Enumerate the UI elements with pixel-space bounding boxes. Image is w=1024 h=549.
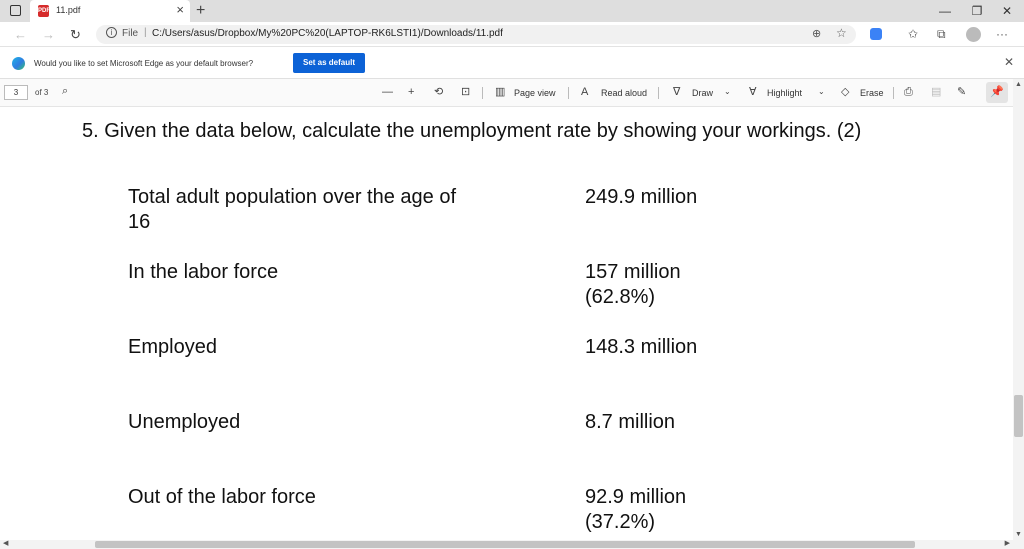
scroll-left-icon[interactable]: ◀ — [3, 540, 9, 547]
page-number-input[interactable]: 3 — [4, 85, 28, 100]
page-view-button[interactable]: Page view — [514, 88, 556, 98]
tab-title: 11.pdf — [56, 5, 81, 15]
rotate-icon[interactable]: ⟲ — [434, 86, 444, 98]
draw-icon[interactable]: ∇ — [673, 86, 681, 98]
erase-button[interactable]: Erase — [860, 88, 884, 98]
horizontal-scrollbar[interactable] — [0, 540, 1024, 549]
favorite-star-icon[interactable]: ☆ — [836, 26, 847, 40]
row-value-out-of-labor-force — [585, 485, 686, 535]
forward-button[interactable]: → — [42, 27, 55, 42]
minimize-button[interactable]: — — [939, 4, 951, 18]
toolbar-divider — [658, 87, 659, 99]
row-value-line: 157 million — [585, 261, 681, 283]
scroll-up-icon[interactable]: ▲ — [1015, 81, 1022, 88]
row-label-line: 16 — [128, 211, 151, 233]
draw-dropdown-chevron-icon[interactable]: ⌄ — [724, 87, 731, 96]
row-value-line: (62.8%) — [585, 286, 656, 308]
read-aloud-icon[interactable]: A — [581, 86, 589, 98]
infobar-close-icon[interactable]: ✕ — [1003, 55, 1014, 69]
infobar-message: Would you like to set Microsoft Edge as your default browser? — [34, 59, 254, 68]
read-aloud-button[interactable]: Read aloud — [601, 88, 648, 98]
zoom-in-button[interactable]: + — [408, 86, 415, 98]
row-label-unemployed — [128, 410, 240, 435]
more-menu-icon[interactable]: ··· — [996, 27, 1008, 41]
row-label-labor-force — [128, 260, 278, 285]
row-label-line: Total adult population over the age of — [128, 186, 457, 208]
row-label-line: Unemployed — [128, 411, 241, 433]
refresh-button[interactable]: ↻ — [70, 27, 81, 42]
vertical-scroll-thumb[interactable] — [1014, 395, 1023, 437]
tab-bar — [0, 0, 1024, 22]
save-as-icon[interactable]: ✎ — [957, 86, 967, 98]
address-bar-row — [0, 22, 1024, 47]
default-browser-infobar — [0, 47, 1024, 79]
row-value-line: 249.9 million — [585, 186, 698, 208]
row-label-line: Employed — [128, 336, 217, 358]
vertical-scrollbar[interactable] — [1013, 79, 1024, 540]
back-button[interactable]: ← — [14, 27, 27, 42]
page-count: of 3 — [35, 88, 49, 97]
row-label-employed — [128, 335, 217, 360]
zoom-icon[interactable]: ⊕ — [812, 28, 822, 40]
row-value-line: 8.7 million — [585, 411, 676, 433]
row-value-labor-force — [585, 260, 681, 310]
row-value-total-population — [585, 185, 697, 210]
profile-avatar[interactable] — [966, 27, 981, 42]
pdf-toolbar — [0, 79, 1024, 107]
pin-toolbar-icon[interactable]: 📌 — [986, 82, 1008, 103]
row-value-line: 148.3 million — [585, 336, 698, 358]
row-value-employed — [585, 335, 697, 360]
tab-11-pdf[interactable] — [30, 0, 190, 22]
new-tab-button[interactable]: + — [196, 2, 206, 19]
highlight-dropdown-chevron-icon[interactable]: ⌄ — [818, 87, 825, 96]
row-value-line: 92.9 million — [585, 486, 687, 508]
row-value-line: (37.2%) — [585, 511, 656, 533]
toolbar-divider — [893, 87, 894, 99]
url-scheme-label: File — [122, 28, 139, 39]
row-label-total-population — [128, 185, 456, 235]
collections-icon[interactable]: ⧉ — [937, 27, 946, 41]
edge-logo-icon — [12, 57, 25, 70]
row-label-line: In the labor force — [128, 261, 279, 283]
fit-page-icon[interactable]: ⊡ — [461, 86, 471, 98]
url-separator: | — [144, 27, 147, 38]
pdf-page — [0, 107, 1013, 540]
draw-button[interactable]: Draw — [692, 88, 714, 98]
eraser-icon[interactable]: ◇ — [841, 86, 850, 98]
scroll-right-icon[interactable]: ▶ — [1004, 540, 1010, 547]
url-text[interactable]: C:/Users/asus/Dropbox/My%20PC%20(LAPTOP-RK6LSTI1)/Downloads/11.pdf — [152, 28, 503, 39]
toolbar-divider — [568, 87, 569, 99]
page-view-icon[interactable]: ▥ — [495, 86, 506, 98]
extension-icon[interactable] — [870, 28, 882, 40]
print-icon[interactable]: ⎙ — [904, 86, 913, 98]
address-bar[interactable] — [96, 25, 856, 44]
info-icon[interactable]: i — [106, 27, 117, 38]
question-text: 5. Given the data below, calculate the unemployment rate by showing your workings. (2) — [82, 120, 862, 142]
highlight-icon[interactable]: ∀ — [749, 86, 757, 98]
toolbar-divider — [482, 87, 483, 99]
search-icon[interactable]: ⌕ — [62, 85, 69, 97]
row-value-unemployed — [585, 410, 675, 435]
row-label-out-of-labor-force — [128, 485, 316, 510]
window-menu-icon[interactable] — [10, 5, 21, 16]
pdf-icon: PDF — [38, 5, 49, 17]
favorites-icon[interactable]: ✩ — [908, 27, 919, 41]
save-icon[interactable]: ▤ — [931, 86, 942, 98]
close-window-button[interactable]: ✕ — [1001, 4, 1013, 18]
restore-button[interactable]: ❐ — [971, 4, 983, 18]
set-as-default-button[interactable]: Set as default — [293, 53, 365, 73]
tab-close-icon[interactable]: × — [176, 2, 184, 17]
horizontal-scroll-thumb[interactable] — [95, 541, 915, 548]
scroll-down-icon[interactable]: ▼ — [1015, 531, 1022, 538]
highlight-button[interactable]: Highlight — [767, 88, 803, 98]
row-label-line: Out of the labor force — [128, 486, 316, 508]
zoom-out-button[interactable]: — — [382, 86, 393, 98]
